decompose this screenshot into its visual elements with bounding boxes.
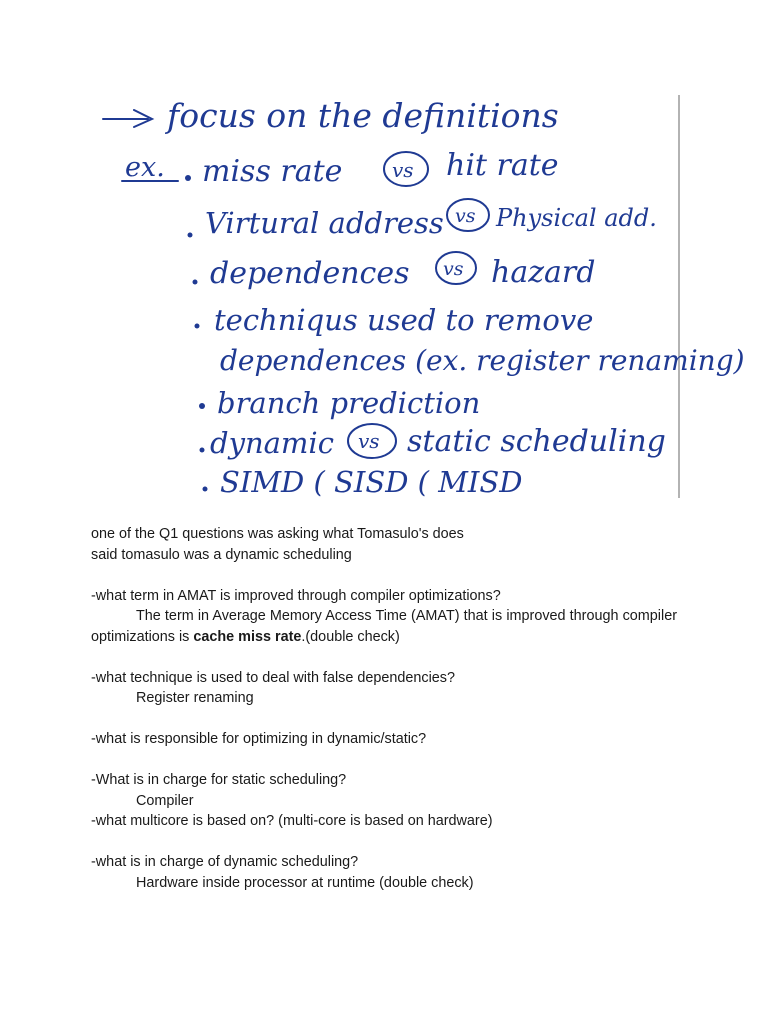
- answer-amat: [91, 606, 677, 647]
- bullet-3-left: dependences: [210, 256, 410, 291]
- question-optimizing: -what is responsible for optimizing in dynamic/static?: [91, 731, 427, 747]
- question-amat: -what term in AMAT is improved through compiler optimizations?: [91, 587, 501, 604]
- arrow-icon: [103, 110, 152, 127]
- answer-dynamic-scheduling: Hardware inside processor at runtime (double check): [136, 874, 474, 891]
- vs-label-1: vs: [392, 158, 414, 182]
- note-line-2: said tomasulo was a dynamic scheduling: [91, 546, 352, 563]
- bullet-6-right: static scheduling: [407, 424, 666, 459]
- question-static-scheduling: -What is in charge for static scheduling?: [91, 772, 347, 788]
- bullet-4-text: techniqus used to remove: [214, 303, 594, 337]
- bullet-2-left: Virtural address: [205, 206, 444, 240]
- question-dynamic-scheduling: -what is in charge of dynamic scheduling?: [91, 854, 359, 870]
- bullet-5-text: branch prediction: [217, 386, 481, 420]
- note-line-1: one of the Q1 questions was asking what Tomasulo's does: [91, 526, 464, 542]
- example-label: ex.: [125, 152, 165, 183]
- bullet-3-right: hazard: [491, 255, 596, 290]
- vs-label-2: vs: [455, 205, 476, 227]
- bullet-7-text: SIMD ( SISD ( MISD: [220, 465, 523, 499]
- bullet-4-continued: dependences (ex. register renaming): [220, 344, 745, 377]
- answer-false-dependencies: Register renaming: [136, 690, 254, 706]
- answer-amat-bold: cache miss rate: [193, 628, 302, 645]
- bullet-2-right: Physical add.: [496, 204, 657, 232]
- typed-notes: [91, 524, 677, 893]
- answer-amat-text: The term in Average Memory Access Time (AMAT) that is improved through compiler optimizations is: [91, 608, 677, 645]
- vs-label-4: vs: [358, 429, 380, 453]
- question-multicore: -what multicore is based on? (multi-core is based on hardware): [91, 813, 493, 829]
- handwritten-notes-image: [0, 0, 768, 510]
- question-false-dependencies: -what technique is used to deal with false dependencies?: [91, 669, 456, 686]
- answer-amat-note: .(double check): [301, 628, 400, 645]
- bullet-1-right: hit rate: [446, 148, 559, 183]
- heading-text: focus on the definitions: [167, 96, 559, 135]
- bullet-6-left: dynamic: [210, 426, 334, 460]
- vs-label-3: vs: [443, 258, 464, 280]
- bullet-1-left: miss rate: [202, 154, 343, 189]
- answer-static-scheduling: Compiler: [136, 792, 194, 809]
